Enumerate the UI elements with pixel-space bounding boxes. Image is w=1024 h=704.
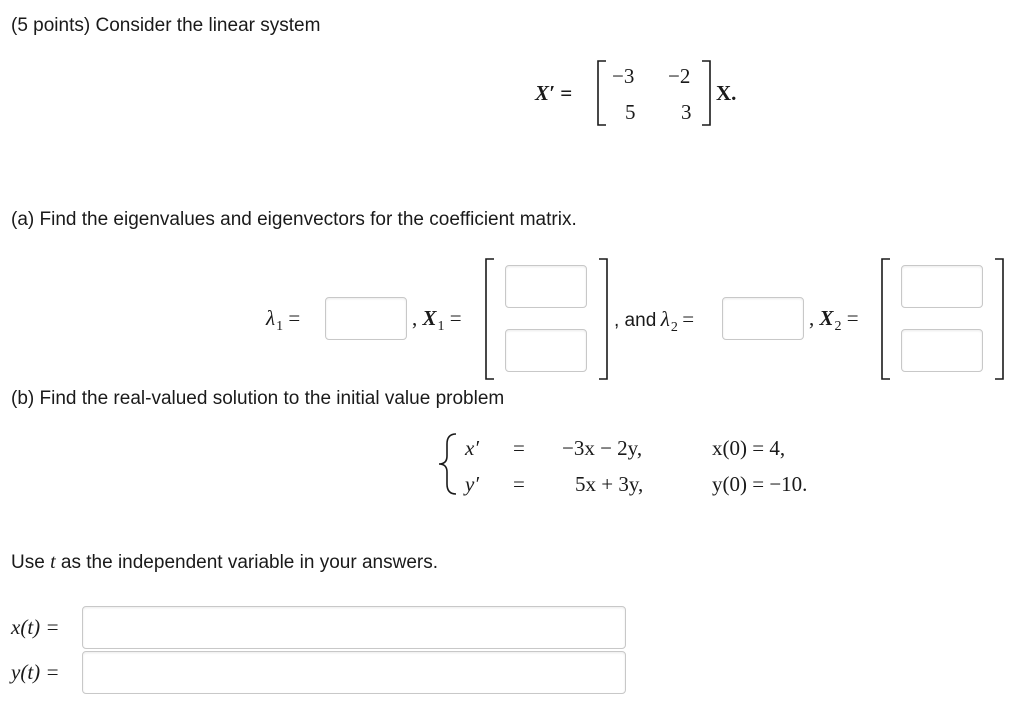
x2-left-bracket — [880, 258, 892, 380]
x-t-label: x(t) = — [11, 615, 60, 639]
eq2-equals: = — [513, 472, 525, 496]
x1-right-bracket — [597, 258, 609, 380]
eq2-lhs: y′ — [465, 472, 479, 496]
matrix-right-bracket — [700, 60, 712, 126]
matrix-a22: 3 — [681, 100, 692, 124]
instruction-text: Use t as the independent variable in your answers. — [11, 551, 438, 573]
x2-bottom-input[interactable] — [901, 329, 983, 372]
part-b-prompt: (b) Find the real-valued solution to the initial value problem — [11, 388, 505, 409]
eq2-rhs: 5x + 3y, — [575, 472, 644, 496]
system-brace — [436, 432, 460, 496]
system-rhs: X. — [716, 81, 737, 105]
matrix-a21: 5 — [625, 100, 636, 124]
lambda1-input[interactable] — [325, 297, 407, 340]
matrix-left-bracket — [596, 60, 608, 126]
part-a-prompt: (a) Find the eigenvalues and eigenvectors for the coefficient matrix. — [11, 209, 577, 230]
x1-left-bracket — [484, 258, 496, 380]
x1-bottom-input[interactable] — [505, 329, 587, 372]
x2-right-bracket — [993, 258, 1005, 380]
y-t-label: y(t) = — [11, 660, 60, 684]
problem-title: (5 points) Consider the linear system — [11, 15, 321, 36]
y-t-input[interactable] — [82, 651, 626, 694]
matrix-a11: −3 — [612, 64, 635, 88]
eq1-initial-condition: x(0) = 4, — [712, 436, 786, 460]
eq1-lhs: x′ — [465, 436, 479, 460]
x2-top-input[interactable] — [901, 265, 983, 308]
eq2-initial-condition: y(0) = −10. — [712, 472, 808, 496]
lambda1-label: $\lambda_1$ = — [266, 306, 301, 334]
x1-top-input[interactable] — [505, 265, 587, 308]
eq1-rhs: −3x − 2y, — [562, 436, 643, 460]
lambda2-label: , and λ2 = — [614, 307, 695, 335]
x2-label: , $X_2$ = — [809, 306, 859, 334]
lambda2-input[interactable] — [722, 297, 804, 340]
eq1-equals: = — [513, 436, 525, 460]
x-t-input[interactable] — [82, 606, 626, 649]
matrix-a12: −2 — [668, 64, 691, 88]
x1-label: , $X_1$ = — [412, 306, 462, 334]
system-lhs: X′ = — [535, 81, 573, 105]
